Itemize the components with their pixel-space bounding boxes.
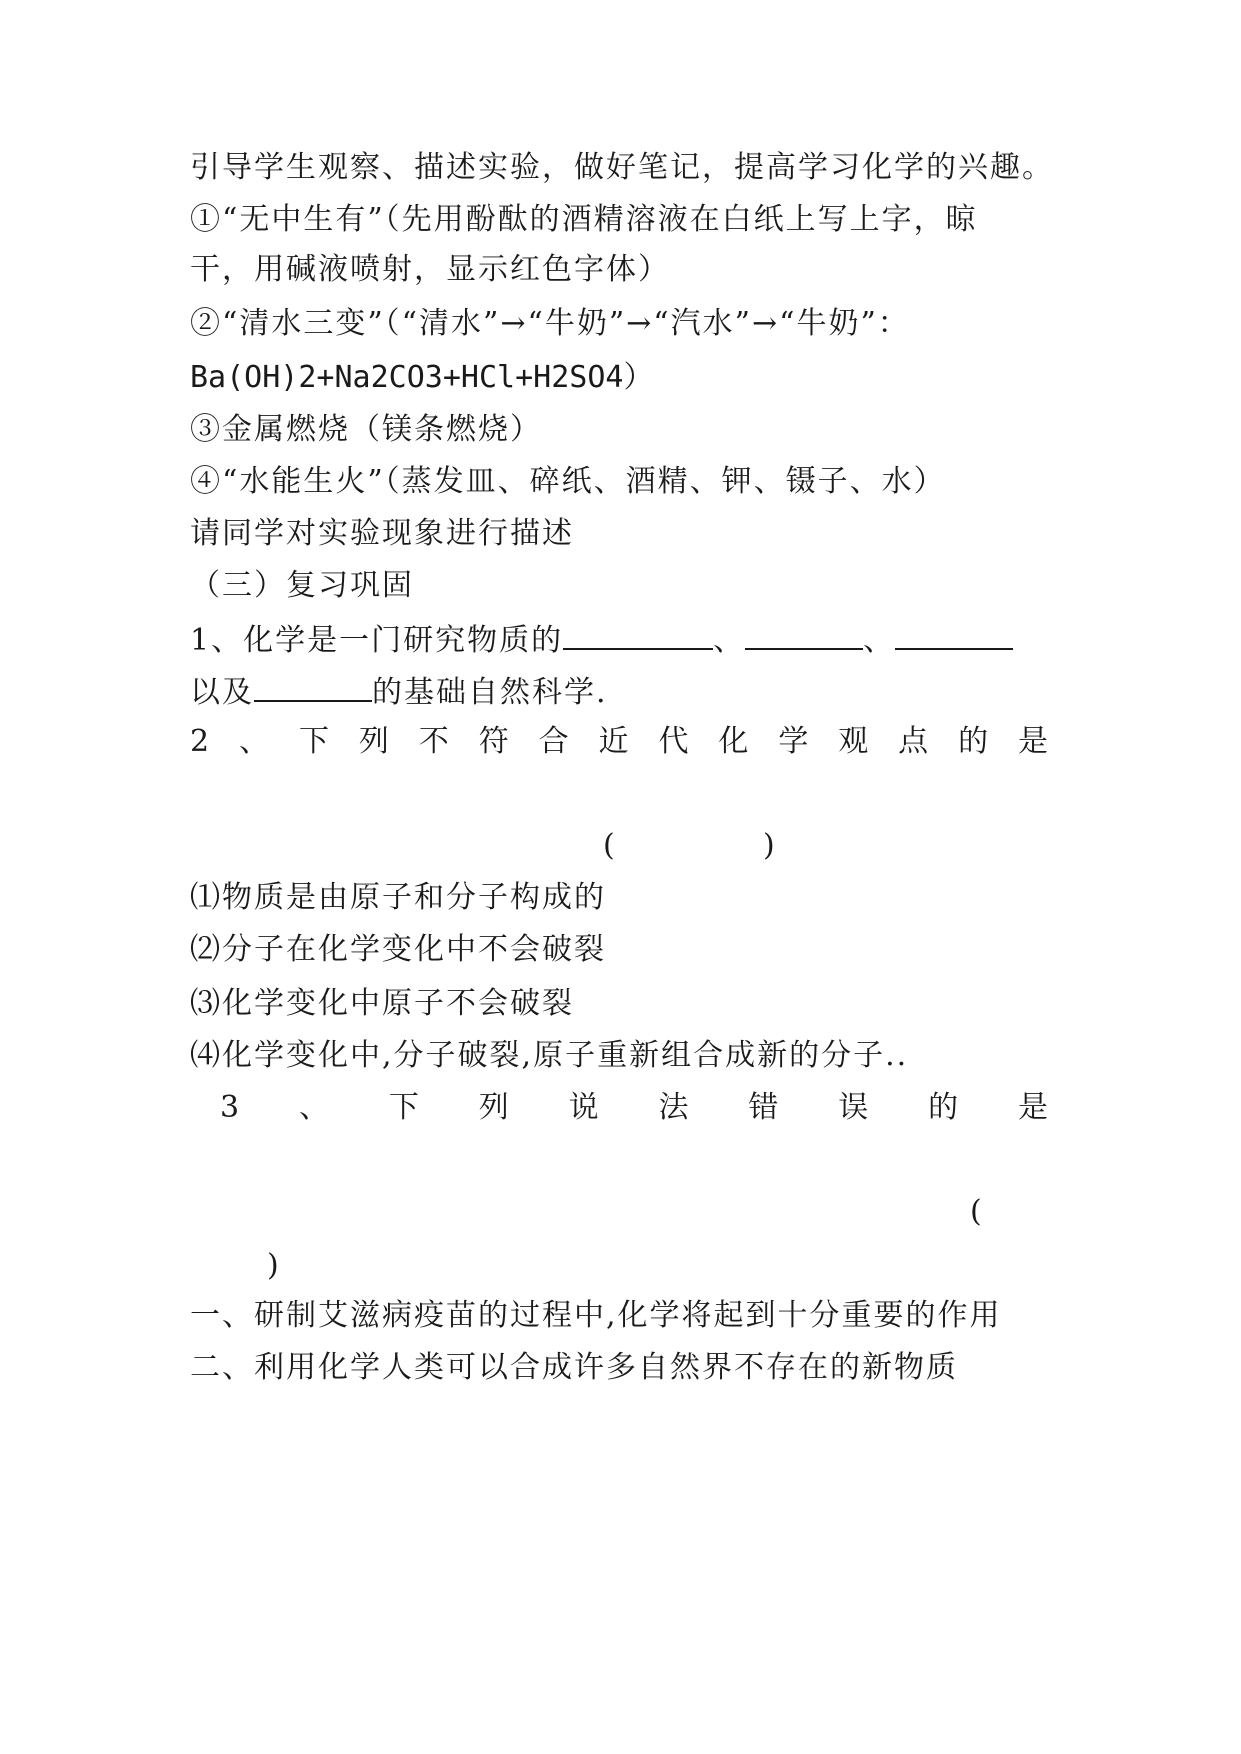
stem-char: 下	[298, 724, 331, 759]
question-3-stem	[220, 1088, 1050, 1128]
stem-char: 观	[838, 724, 871, 759]
stem-char: 合	[538, 724, 571, 759]
stem-char: 下	[388, 1090, 421, 1125]
text-line: ④“水能生火”（蒸发皿、碎纸、酒精、钾、镊子、水）	[190, 464, 946, 499]
answer-blank	[563, 618, 713, 650]
question-1-text: 以及	[190, 675, 254, 710]
text-line: ③金属燃烧（镁条燃烧）	[190, 412, 542, 447]
question-1-line-1	[190, 618, 1013, 661]
option-2: 二、利用化学人类可以合成许多自然界不存在的新物质	[190, 1350, 958, 1385]
option-3: ⑶化学变化中原子不会破裂	[190, 986, 574, 1021]
text-line: 干，用碱液喷射，显示红色字体）	[190, 252, 670, 287]
stem-char: 2	[190, 724, 212, 759]
answer-blank	[254, 670, 372, 702]
section-heading: （三）复习巩固	[190, 568, 414, 603]
text-line: ②“清水三变”（“清水”→“牛奶”→“汽水”→“牛奶”：	[190, 306, 910, 341]
stem-char: 的	[928, 1090, 961, 1125]
stem-char: 列	[478, 1090, 511, 1125]
question-1-stem: 1、化学是一门研究物质的	[190, 623, 564, 658]
answer-blank	[745, 618, 863, 650]
text-line: 请同学对实验现象进行描述	[190, 516, 574, 551]
stem-char: 的	[958, 724, 991, 759]
answer-paren-close: )	[763, 828, 777, 863]
separator: 、	[713, 623, 746, 658]
text-line: 引导学生观察、描述实验，做好笔记，提高学习化学的兴趣。	[190, 150, 1054, 185]
stem-char: 列	[358, 724, 391, 759]
stem-char: 点	[898, 724, 931, 759]
stem-char: 代	[658, 724, 691, 759]
stem-char: 近	[598, 724, 631, 759]
stem-char: 学	[778, 724, 811, 759]
option-2: ⑵分子在化学变化中不会破裂	[190, 932, 606, 967]
option-1: ⑴物质是由原子和分子构成的	[190, 880, 606, 915]
chemical-equation-line: Ba(OH)2+Na2CO3+HCl+H2SO4）	[190, 360, 654, 395]
text-line: ①“无中生有”（先用酚酞的酒精溶液在白纸上写上字，晾	[190, 202, 978, 237]
stem-char: 是	[1017, 1090, 1050, 1125]
answer-blank	[895, 618, 1013, 650]
stem-char: 说	[568, 1090, 601, 1125]
stem-char: 法	[658, 1090, 691, 1125]
answer-paren-open: (	[603, 828, 617, 863]
option-1: 一、研制艾滋病疫苗的过程中,化学将起到十分重要的作用	[190, 1298, 1002, 1333]
question-1-text: 的基础自然科学.	[372, 675, 608, 710]
answer-paren-close: )	[267, 1248, 281, 1283]
stem-char: 误	[838, 1090, 871, 1125]
question-2-stem	[190, 722, 1050, 762]
stem-char: 3	[220, 1090, 242, 1125]
stem-char: 、	[298, 1090, 331, 1125]
stem-char: 符	[478, 724, 511, 759]
option-4: ⑷化学变化中,分子破裂,原子重新组合成新的分子..	[190, 1038, 909, 1073]
stem-char: 化	[718, 724, 751, 759]
answer-paren-open: (	[970, 1194, 984, 1229]
stem-char: 、	[239, 724, 272, 759]
question-1-line-2	[190, 670, 608, 713]
separator: 、	[863, 623, 896, 658]
stem-char: 错	[748, 1090, 781, 1125]
stem-char: 是	[1018, 724, 1050, 759]
stem-char: 不	[418, 724, 451, 759]
